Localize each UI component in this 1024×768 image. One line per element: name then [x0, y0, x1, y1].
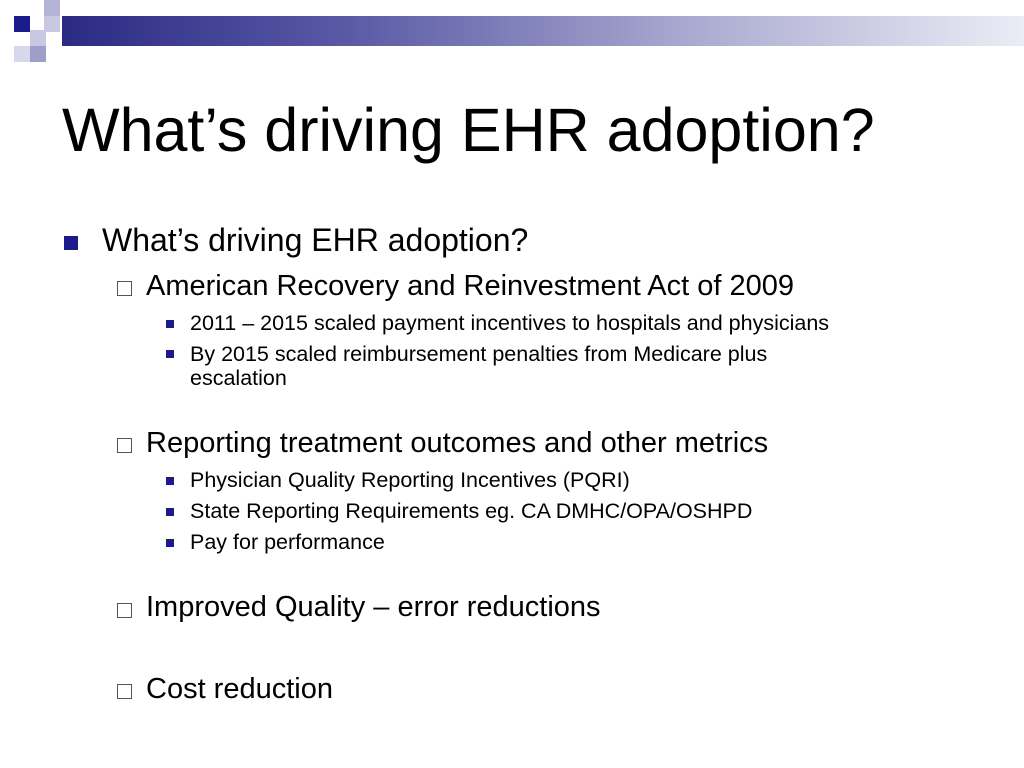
small-square-bullet-icon: [166, 350, 174, 358]
hollow-square-bullet-icon: [117, 603, 132, 618]
small-square-bullet-icon: [166, 508, 174, 516]
reporting-item: Pay for performance: [190, 530, 385, 554]
small-square-bullet-icon: [166, 320, 174, 328]
hollow-square-bullet-icon: [117, 684, 132, 699]
reporting-heading: Reporting treatment outcomes and other metrics: [146, 427, 769, 459]
arra-item: By 2015 scaled reimbursement penalties from Medicare plus: [190, 342, 768, 366]
arra-item-continued: escalation: [190, 366, 287, 390]
arra-heading: American Recovery and Reinvestment Act of 2009: [146, 270, 794, 302]
header-gradient-band: [62, 16, 1024, 46]
deco-square: [14, 16, 30, 32]
quality-heading: Improved Quality – error reductions: [146, 591, 601, 623]
small-square-bullet-icon: [166, 477, 174, 485]
hollow-square-bullet-icon: [117, 281, 132, 296]
arra-item: 2011 – 2015 scaled payment incentives to hospitals and physicians: [190, 311, 830, 335]
square-bullet-icon: [64, 236, 78, 250]
deco-square: [30, 46, 46, 62]
deco-square: [44, 0, 60, 16]
cost-heading: Cost reduction: [146, 673, 333, 705]
deco-square: [30, 30, 46, 46]
reporting-item: State Reporting Requirements eg. CA DMHC/OPA/OSHPD: [190, 499, 753, 523]
deco-square: [14, 46, 30, 62]
hollow-square-bullet-icon: [117, 438, 132, 453]
reporting-item: Physician Quality Reporting Incentives (PQRI): [190, 468, 630, 492]
deco-square: [44, 16, 60, 32]
slide-title: What’s driving EHR adoption?: [62, 96, 875, 164]
small-square-bullet-icon: [166, 539, 174, 547]
main-bullet-text: What’s driving EHR adoption?: [102, 222, 529, 258]
